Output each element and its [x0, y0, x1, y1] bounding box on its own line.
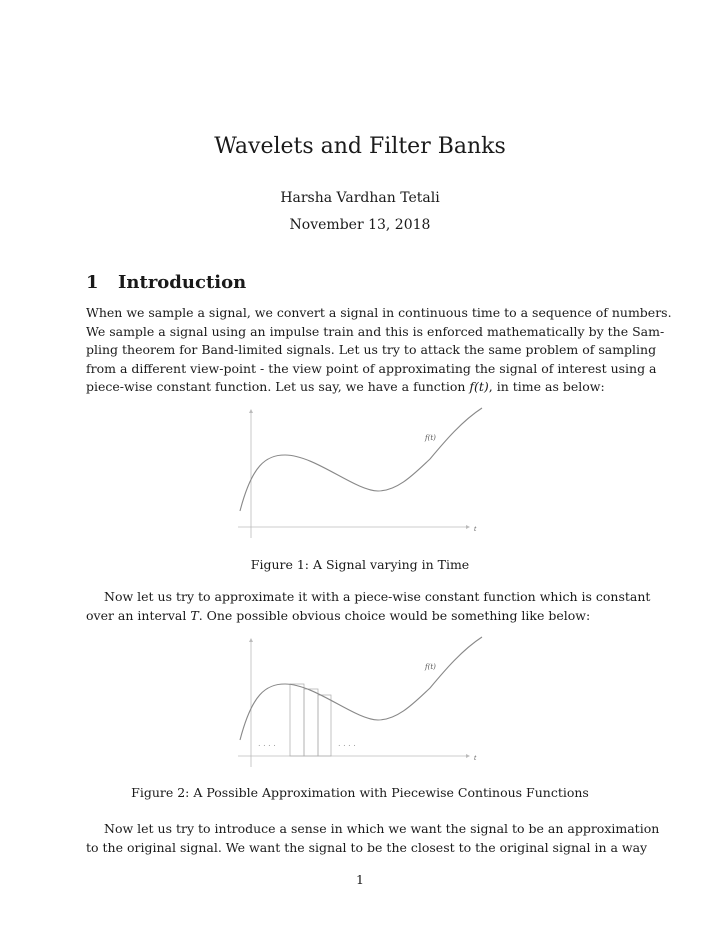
- signal-curve: [240, 408, 482, 511]
- figure-2-caption: Figure 2: A Possible Approximation with Piecewise Continous Functions: [131, 785, 589, 800]
- approx-step-1: [290, 684, 304, 756]
- paragraph-line: Now let us try to introduce a sense in which we want the signal to be an approximation: [104, 821, 660, 836]
- axis-label-t: t: [474, 526, 477, 533]
- math-ft: f(t): [469, 379, 489, 395]
- section-number: 1: [86, 272, 99, 293]
- text-run: piece-wise constant function. Let us say, we have a function: [86, 379, 470, 395]
- paragraph-line: When we sample a signal, we convert a signal in continuous time to a sequence of numbers.: [86, 305, 672, 320]
- figure-1-caption: Figure 1: A Signal varying in Time: [250, 557, 470, 572]
- axis-label-t: t: [474, 755, 477, 762]
- figure-2: [230, 634, 490, 774]
- paragraph-2: [86, 588, 651, 625]
- approx-step-2: [304, 689, 318, 756]
- page-number: 1: [356, 872, 364, 887]
- x-axis-arrow: [466, 525, 470, 529]
- date: November 13, 2018: [289, 217, 431, 233]
- y-axis-arrow: [249, 409, 253, 413]
- text-run: over an interval: [86, 607, 191, 623]
- paragraph-line: Now let us try to approximate it with a piece-wise constant function which is constant: [104, 589, 651, 604]
- paragraph-line: We sample a signal using an impulse train and this is enforced mathematically by the Sam-: [86, 323, 665, 339]
- paragraph-line: from a different view-point - the view point of approximating the signal of interest using a: [86, 360, 657, 376]
- author: Harsha Vardhan Tetali: [280, 190, 440, 206]
- math-T: T: [190, 607, 199, 623]
- text-run: , in time as below:: [488, 379, 605, 395]
- signal-curve: [240, 637, 482, 740]
- section-heading: [86, 272, 246, 293]
- curve-label: f(t): [425, 663, 436, 671]
- text-run: . One possible obvious choice would be something like below:: [198, 607, 591, 623]
- curve-label: f(t): [425, 434, 436, 442]
- y-axis-arrow: [249, 638, 253, 642]
- x-axis-arrow: [466, 754, 470, 758]
- paragraph-1: [86, 304, 672, 397]
- paragraph-line: [86, 607, 636, 626]
- approx-step-3: [318, 695, 331, 756]
- paragraph-line: pling theorem for Band-limited signals. Let us try to attack the same problem of sampling: [86, 342, 657, 358]
- dots-right: . . . .: [338, 739, 356, 748]
- paragraph-line: [86, 378, 636, 397]
- dots-left: . . . .: [258, 739, 276, 748]
- figure-1: [230, 405, 490, 545]
- section-title: Introduction: [118, 272, 247, 293]
- paragraph-3: [86, 820, 660, 857]
- paragraph-line: to the original signal. We want the signal to be the closest to the original signal in a way: [86, 839, 648, 855]
- paper-title: Wavelets and Filter Banks: [214, 134, 506, 159]
